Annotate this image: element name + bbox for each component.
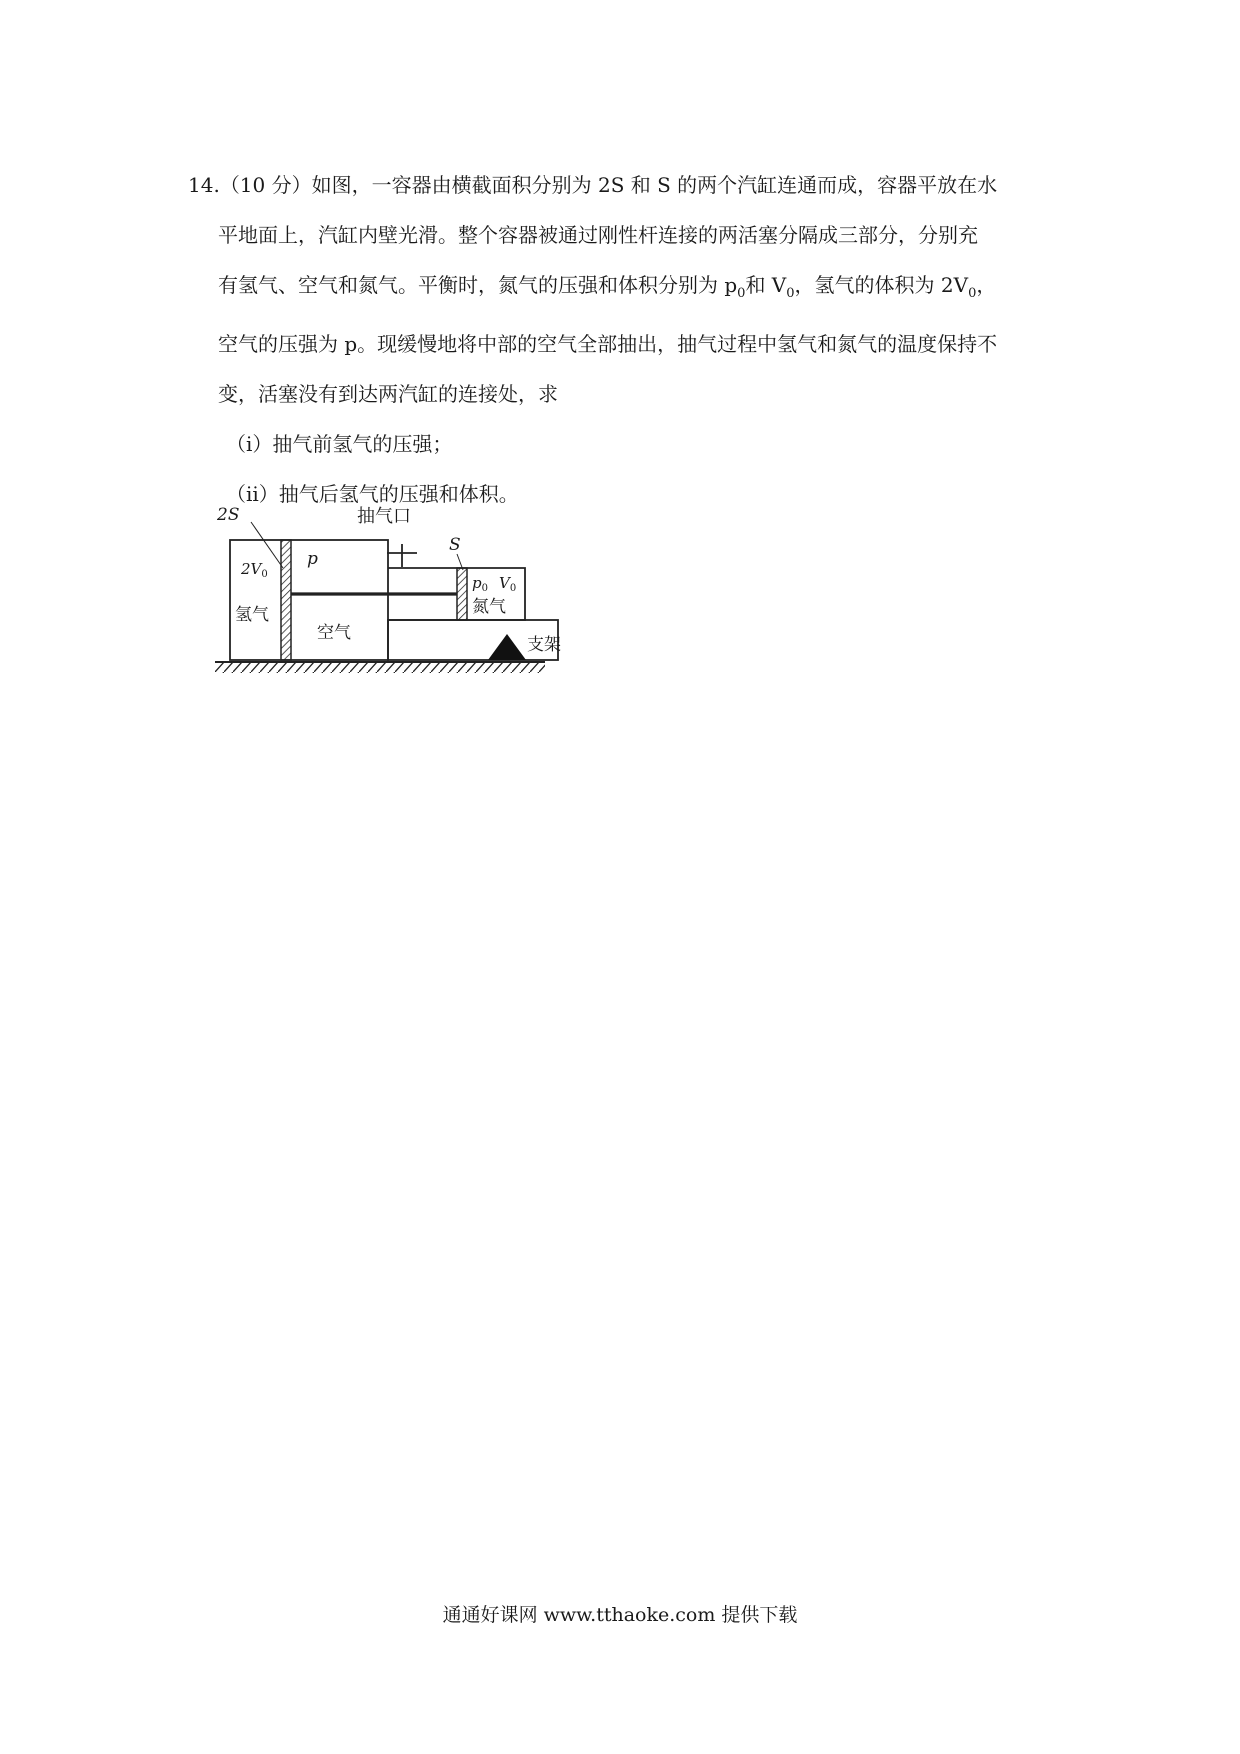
label-hydrogen: 氢气: [235, 605, 269, 625]
question-i: （i）抽气前氢气的压强；: [226, 432, 453, 456]
problem-number: 14.: [188, 173, 220, 197]
ground-hatch: [215, 663, 545, 673]
container-figure: [215, 502, 615, 682]
problem-line-4: 空气的压强为 p。现缓慢地将中部的空气全部抽出，抽气过程中氢气和氮气的温度保持不: [218, 332, 998, 356]
label-2V0: $2V_0$: [241, 560, 268, 580]
label-outlet: 抽气口: [357, 506, 411, 527]
label-V0: $V_0$: [499, 574, 517, 594]
label-p: p: [307, 549, 318, 569]
label-air: 空气: [317, 623, 351, 643]
support-triangle-icon: [488, 634, 526, 660]
problem-line-3: 有氢气、空气和氮气。平衡时，氮气的压强和体积分别为 $p_0$和 $V_0$，氢气的体积为 $2V_0$，: [218, 273, 997, 301]
left-piston: [281, 540, 291, 660]
label-2S: 2S: [217, 505, 240, 525]
problem-score: （10 分）: [219, 173, 312, 197]
container-diagram: [215, 502, 615, 682]
right-piston: [457, 568, 467, 620]
problem-line-2: 平地面上，汽缸内壁光滑。整个容器被通过刚性杆连接的两活塞分隔成三部分，分别充: [218, 223, 978, 247]
label-support: 支架: [527, 635, 561, 655]
footer-source: 通通好课网 www.tthaoke.com 提供下载: [442, 1604, 798, 1626]
problem-line-1: [188, 160, 1068, 210]
outlet-valve-icon: [387, 544, 417, 567]
problem-block: [188, 160, 1068, 519]
problem-line-5: 变，活塞没有到达两汽缸的连接处，求: [218, 382, 558, 406]
label-S: S: [449, 535, 461, 555]
label-nitrogen: 氮气: [472, 597, 506, 617]
problem-text-1: 如图，一容器由横截面积分别为 2S 和 S 的两个汽缸连通而成，容器平放在水: [311, 173, 998, 197]
question-ii: （ii）抽气后氢气的压强和体积。: [226, 482, 519, 506]
label-p0: $p_0$: [472, 574, 488, 594]
